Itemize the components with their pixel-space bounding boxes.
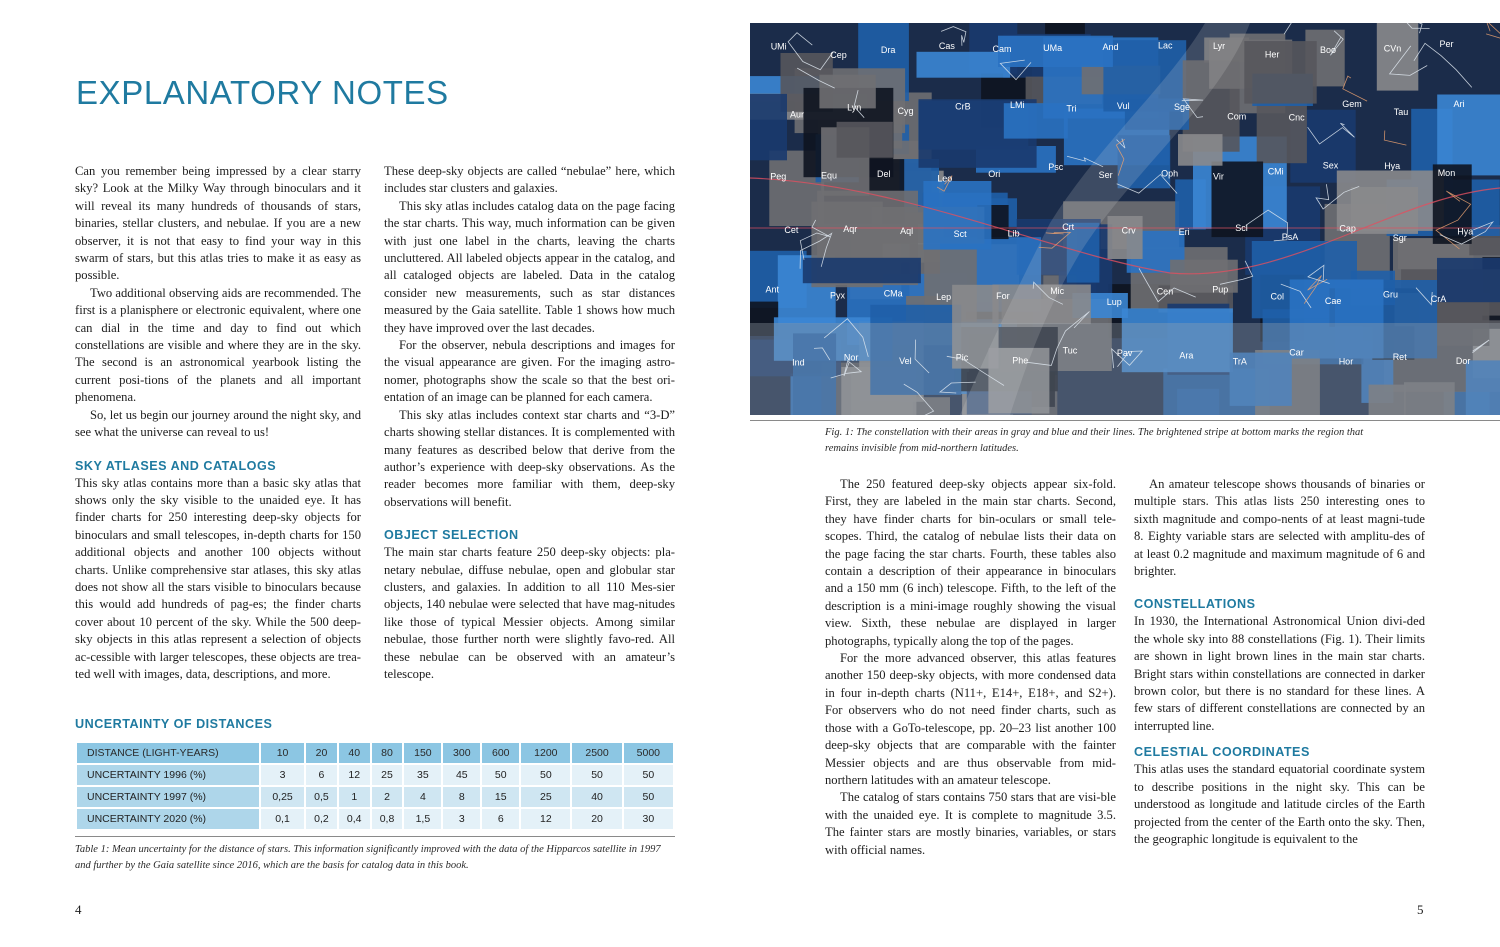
- paragraph: An amateur telescope shows thousands of binaries or multiple stars. This atlas lists 250 interesting ones to sixth magnitude and compo-nents of at least magni-tude 8. Eighty variable stars are selected with amplitu-des of at least 0.2 magnitude and maximum magnitude of 6 and brighter.: [1134, 477, 1425, 579]
- table-cell: 15: [482, 787, 519, 807]
- constellation-label: CrA: [1430, 293, 1447, 304]
- paragraph: So, let us begin our journey around the night sky, and see what the universe can reveal to us!: [75, 407, 361, 440]
- page-number-right: 5: [1417, 902, 1424, 917]
- figure-caption: Fig. 1: The constellation with their areas in gray and blue and their lines. The brightened stripe at bottom marks the region that remains invisible from mid-northern latitudes.: [825, 427, 1364, 454]
- section-heading-constellations: CONSTELLATIONS: [1134, 597, 1256, 612]
- constellation-label: Del: [877, 169, 891, 180]
- table-cell: 50: [624, 787, 673, 807]
- section-heading-celestial-coordinates: CELESTIAL COORDINATES: [1134, 745, 1310, 760]
- constellation-area: [1178, 134, 1223, 166]
- table-header-cell: 1200: [521, 743, 570, 763]
- paragraph: The main star charts feature 250 deep-sky objects: pla-netary nebulae, diffuse nebulae, open and globular star clusters, and galaxies. In addition to all 110 Mes-sier objects, 140 nebulae were selected that have mag-nitudes like those of typical Messier objects. Among similar nebulae, those further north were slightly favo-red. All these nebulae can be observed with an amateur’s telescope.: [384, 545, 675, 681]
- constellation-area: [1244, 41, 1316, 104]
- constellation-label: Boo: [1320, 45, 1337, 56]
- constellation-label: Eri: [1178, 226, 1190, 237]
- constellation-sky-map: [750, 23, 1500, 415]
- paragraph: In 1930, the International Astronomical Union divi-ded the whole sky into 88 constellations (Fig. 1). Their limits are shown in light brown lines in the main star charts. Bright stars within constellations are connected in darker brown color, but there is no standard for these lines. A few stars of different constellations are connected by an interrupted line.: [1134, 614, 1425, 733]
- table-header-cell: 10: [261, 743, 304, 763]
- constellation-label: Lyn: [847, 102, 862, 113]
- sky-map-svg: [750, 23, 1500, 415]
- table-cell: 8: [443, 787, 480, 807]
- constellation-label: Ara: [1179, 350, 1194, 361]
- constellation-label: Aql: [900, 225, 914, 236]
- right-column-1: [825, 476, 1116, 859]
- constellation-label: Peg: [770, 171, 787, 182]
- table-cell: 1,5: [404, 809, 441, 829]
- constellation-label: Cae: [1324, 295, 1342, 306]
- constellation-label: Pyx: [830, 290, 846, 301]
- constellation-label: Her: [1264, 49, 1280, 60]
- table-header-cell: 600: [482, 743, 519, 763]
- constellation-label: Com: [1227, 111, 1247, 122]
- constellation-area: [923, 181, 991, 250]
- constellation-label: Lac: [1158, 40, 1173, 51]
- table-row: [77, 765, 673, 785]
- table-header-cell: 300: [443, 743, 480, 763]
- table-header-label: DISTANCE (LIGHT-YEARS): [77, 743, 259, 763]
- constellation-label: Pup: [1212, 284, 1229, 295]
- constellation-label: Nor: [843, 352, 859, 363]
- table-cell: 2: [372, 787, 403, 807]
- constellation-label: Cen: [1156, 286, 1174, 297]
- constellation-label: For: [996, 290, 1010, 301]
- constellation-label: Ind: [792, 357, 805, 368]
- left-column-2: [384, 163, 675, 683]
- table-cell: 12: [339, 765, 370, 785]
- constellation-area: [1437, 258, 1500, 302]
- constellation-label: Lep: [936, 291, 952, 302]
- paragraph: The catalog of stars contains 750 stars that are visi-ble with the unaided eye. It is complete to magnitude 3.5. The fainter stars are mostly binaries, variables, or stars with official names.: [825, 790, 1116, 857]
- constellation-label: Pav: [1116, 347, 1133, 358]
- constellation-label: Scl: [1235, 222, 1248, 233]
- page-number-left: 4: [75, 902, 82, 917]
- table-header-cell: 80: [372, 743, 403, 763]
- constellation-label: Lib: [1007, 228, 1020, 239]
- constellation-label: Sge: [1174, 101, 1191, 112]
- constellation-label: CMa: [883, 288, 903, 299]
- table-header-cell: 5000: [624, 743, 673, 763]
- paragraph: This sky atlas contains more than a basic sky atlas that shows only the sky visible to the unaided eye. It has finder charts for 250 interesting deep-sky objects for binoculars and small telescopes, in-depth charts for 150 additional objects and another 100 objects without charts. Unlike comprehensive star atlases, this sky atlas does not show all the stars visible to binoculars because this would add hundreds of pag-es; the finder charts cover about 10 percent of the sky. While the 500 deep-sky objects in this atlas represent a selection of objects ac-cessible with larger telescopes, these objects are trea-ted well with images, data, descriptions, and more.: [75, 475, 361, 681]
- paragraph: For the more advanced observer, this atlas features another 150 deep-sky objects, with more condensed data in four in-depth charts (N11+, E14+, E18+, and S2+). For observers who do not need finder charts, such as those with a GoTo-telescope, pp. 20–23 list another 100 deep-sky objects that are comparable with the fainter Messier objects and are thus observable from mid-northern latitudes with an amateur telescope.: [825, 651, 1116, 787]
- constellation-area: [917, 52, 1011, 78]
- constellation-label: Phe: [1012, 355, 1029, 366]
- constellation-label: Vir: [1213, 171, 1224, 182]
- table-cell: 0,8: [372, 809, 403, 829]
- constellation-label: And: [1102, 42, 1119, 53]
- table-cell: 3: [443, 809, 480, 829]
- constellation-area: [750, 94, 787, 160]
- table-cell: 20: [572, 809, 621, 829]
- table-heading: UNCERTAINTY OF DISTANCES: [75, 717, 273, 731]
- constellation-label: Crv: [1121, 225, 1136, 236]
- constellation-label: Psc: [1048, 161, 1064, 172]
- constellation-area: [803, 258, 921, 283]
- table-cell: 45: [443, 765, 480, 785]
- table-header-row: [77, 743, 673, 763]
- paragraph: The 250 featured deep-sky objects appear six-fold. First, they are labeled in the main star charts. Second, they have finder charts for bin-oculars or small tele-scopes. Third, the catalog of nebulae lists their data on the page facing the star charts. Fourth, these tables also contain a description of their appearance in binoculars and a 150 mm (6 inch) telescope. Fifth, to the left of the description is a mini-image roughly showing the visual view. Sixth, these nebulae are displayed in larger photographs, typically along the top of the pages.: [825, 477, 1116, 648]
- constellation-label: Cnc: [1288, 112, 1305, 123]
- row-label: UNCERTAINTY 2020 (%): [77, 809, 259, 829]
- page-title: EXPLANATORY NOTES: [76, 74, 449, 111]
- constellation-area: [837, 122, 893, 158]
- constellation-label: Equ: [821, 170, 838, 181]
- constellation-label: LMi: [1010, 99, 1025, 110]
- constellation-label: UMi: [770, 41, 787, 52]
- constellation-label: Leo: [937, 173, 953, 184]
- constellation-label: Ant: [765, 284, 780, 295]
- constellation-label: Sct: [953, 229, 967, 240]
- constellation-label: PsA: [1281, 232, 1299, 243]
- constellation-label: TrA: [1232, 356, 1247, 367]
- constellation-label: CVn: [1383, 43, 1402, 54]
- constellation-area: [1377, 23, 1419, 91]
- constellation-label: Cep: [830, 50, 847, 61]
- constellation-label: Tau: [1393, 107, 1409, 118]
- table-cell: 3: [261, 765, 304, 785]
- table-cell: 0,25: [261, 787, 304, 807]
- paragraph: These deep-sky objects are called “nebulae” here, which includes star clusters and galaxies.: [384, 164, 675, 196]
- constellation-label: Hya: [1384, 160, 1401, 171]
- table-cell: 0,2: [306, 809, 337, 829]
- paragraph: This atlas uses the standard equatorial coordinate system to describe positions in the night sky. This can be understood as longitude and latitude circles of the Earth projected from the center of the Earth onto the sky. Then, the geographic longitude is equivalent to the: [1134, 762, 1425, 846]
- table-cell: 30: [624, 809, 673, 829]
- paragraph: Can you remember being impressed by a clear starry sky? Look at the Milky Way through binoculars and it will reveal its many hundreds of thousands of stars, binaries, stellar clusters, and nebulae. If you are a new observer, it is not that easy to find your way in this swarm of stars, but this atlas tries to make it as easy as possible.: [75, 164, 361, 283]
- table-cell: 40: [572, 787, 621, 807]
- table-header-cell: 150: [404, 743, 441, 763]
- table-row: [77, 787, 673, 807]
- constellation-label: Dor: [1455, 356, 1471, 367]
- table-cell: 4: [404, 787, 441, 807]
- constellation-label: Crt: [1062, 222, 1075, 233]
- table-cell: 35: [404, 765, 441, 785]
- constellation-area: [1108, 216, 1143, 259]
- constellation-label: Lup: [1106, 297, 1122, 308]
- section-heading-object-selection: OBJECT SELECTION: [384, 528, 519, 543]
- table-cell: 6: [482, 809, 519, 829]
- constellation-label: Gem: [1342, 99, 1362, 109]
- constellation-label: Lyr: [1213, 41, 1226, 51]
- table-cell: 1: [339, 787, 370, 807]
- constellation-label: Per: [1439, 39, 1454, 50]
- constellation-label: Mic: [1050, 286, 1065, 296]
- constellation-label: Tri: [1066, 103, 1077, 114]
- table-cell: 50: [521, 765, 570, 785]
- table-cell: 25: [372, 765, 403, 785]
- constellation-label: Tuc: [1062, 345, 1078, 356]
- paragraph: Two additional observing aids are recommended. The first is a planisphere or electronic equivalent, where one can dial in the time and day to find out which constellations are visible and where they are in the sky. The second is an astronomical yearbook listing the current posi-tions of the planets and all important phenomena.: [75, 285, 361, 405]
- constellation-label: Cet: [784, 224, 799, 235]
- constellation-label: Aqr: [843, 224, 858, 234]
- constellation-label: UMa: [1043, 43, 1063, 54]
- right-column-2: [1134, 476, 1425, 848]
- table-header-cell: 2500: [572, 743, 621, 763]
- constellation-label: Oph: [1161, 168, 1179, 179]
- constellation-label: Gru: [1383, 289, 1399, 300]
- paragraph: For the observer, nebula descriptions and images for the visual appearance are given. For the imaging astro-nomer, photographs show the scale so that the best ori-entation of an image can be planned for each camera.: [384, 338, 675, 405]
- constellation-label: Cas: [938, 41, 955, 52]
- constellation-label: Cyg: [897, 106, 914, 117]
- section-heading-sky-atlases: SKY ATLASES AND CATALOGS: [75, 458, 277, 473]
- table-header-cell: 40: [339, 743, 370, 763]
- paragraph: This sky atlas includes context star charts and “3-D” charts showing stellar distances. It is complemented with many features as described below that derive from the author’s experience with deep-sky observations. As the reader becomes more familiar with them, deep-sky observations will benefit.: [384, 407, 675, 509]
- constellation-label: Car: [1289, 347, 1304, 358]
- constellation-label: Vul: [1116, 100, 1130, 111]
- constellation-label: Cap: [1339, 223, 1356, 234]
- constellation-label: Cam: [992, 43, 1012, 54]
- constellation-label: Dra: [880, 45, 896, 56]
- table-rule: [75, 836, 675, 837]
- table-header-cell: 20: [306, 743, 337, 763]
- constellation-label: Ari: [1453, 99, 1465, 110]
- uncertainty-table: [75, 741, 675, 831]
- table-cell: 50: [572, 765, 621, 785]
- constellation-label: CMi: [1267, 166, 1284, 177]
- constellation-label: Sex: [1322, 160, 1339, 171]
- constellation-label: Ori: [988, 168, 1001, 179]
- constellation-label: Aur: [790, 109, 805, 120]
- table-cell: 12: [521, 809, 570, 829]
- row-label: UNCERTAINTY 1996 (%): [77, 765, 259, 785]
- table-cell: 6: [306, 765, 337, 785]
- constellation-label: Sgr: [1392, 232, 1407, 243]
- constellation-label: Ser: [1098, 170, 1113, 180]
- constellation-label: Hya: [1457, 226, 1474, 237]
- constellation-label: Mon: [1437, 167, 1456, 178]
- table-cell: 50: [482, 765, 519, 785]
- left-column-1: [75, 163, 361, 683]
- table-cell: 0,5: [306, 787, 337, 807]
- figure-rule: [750, 420, 1500, 421]
- table-cell: 25: [521, 787, 570, 807]
- constellation-label: Hor: [1338, 356, 1354, 367]
- constellation-label: Vel: [899, 355, 912, 366]
- constellation-label: Ret: [1392, 351, 1407, 362]
- table-cell: 0,1: [261, 809, 304, 829]
- table-row: [77, 809, 673, 829]
- table-cell: 50: [624, 765, 673, 785]
- table-caption: Table 1: Mean uncertainty for the distance of stars. This information significantly improved with the data of the Hipparcos satellite in 1997 and further by the Gaia satellite since 2016, which are the basis for catalog data in this book.: [75, 844, 661, 871]
- table-cell: 0,4: [339, 809, 370, 829]
- constellation-area: [1337, 171, 1444, 234]
- paragraph: This sky atlas includes catalog data on the page facing the star charts. This way, much information can be given with just one label in the charts, leaving the charts uncluttered. All labeled objects appear in the catalog, and all cataloged objects are labeled. Data in the catalog consider new measurements, such as star distances measured by the Gaia satellite. Table 1 shows how much they have improved over the last decades.: [384, 198, 675, 335]
- constellation-label: Col: [1270, 291, 1285, 302]
- constellation-area: [1437, 95, 1500, 176]
- row-label: UNCERTAINTY 1997 (%): [77, 787, 259, 807]
- constellation-label: Pic: [955, 352, 969, 363]
- constellation-label: CrB: [955, 101, 971, 112]
